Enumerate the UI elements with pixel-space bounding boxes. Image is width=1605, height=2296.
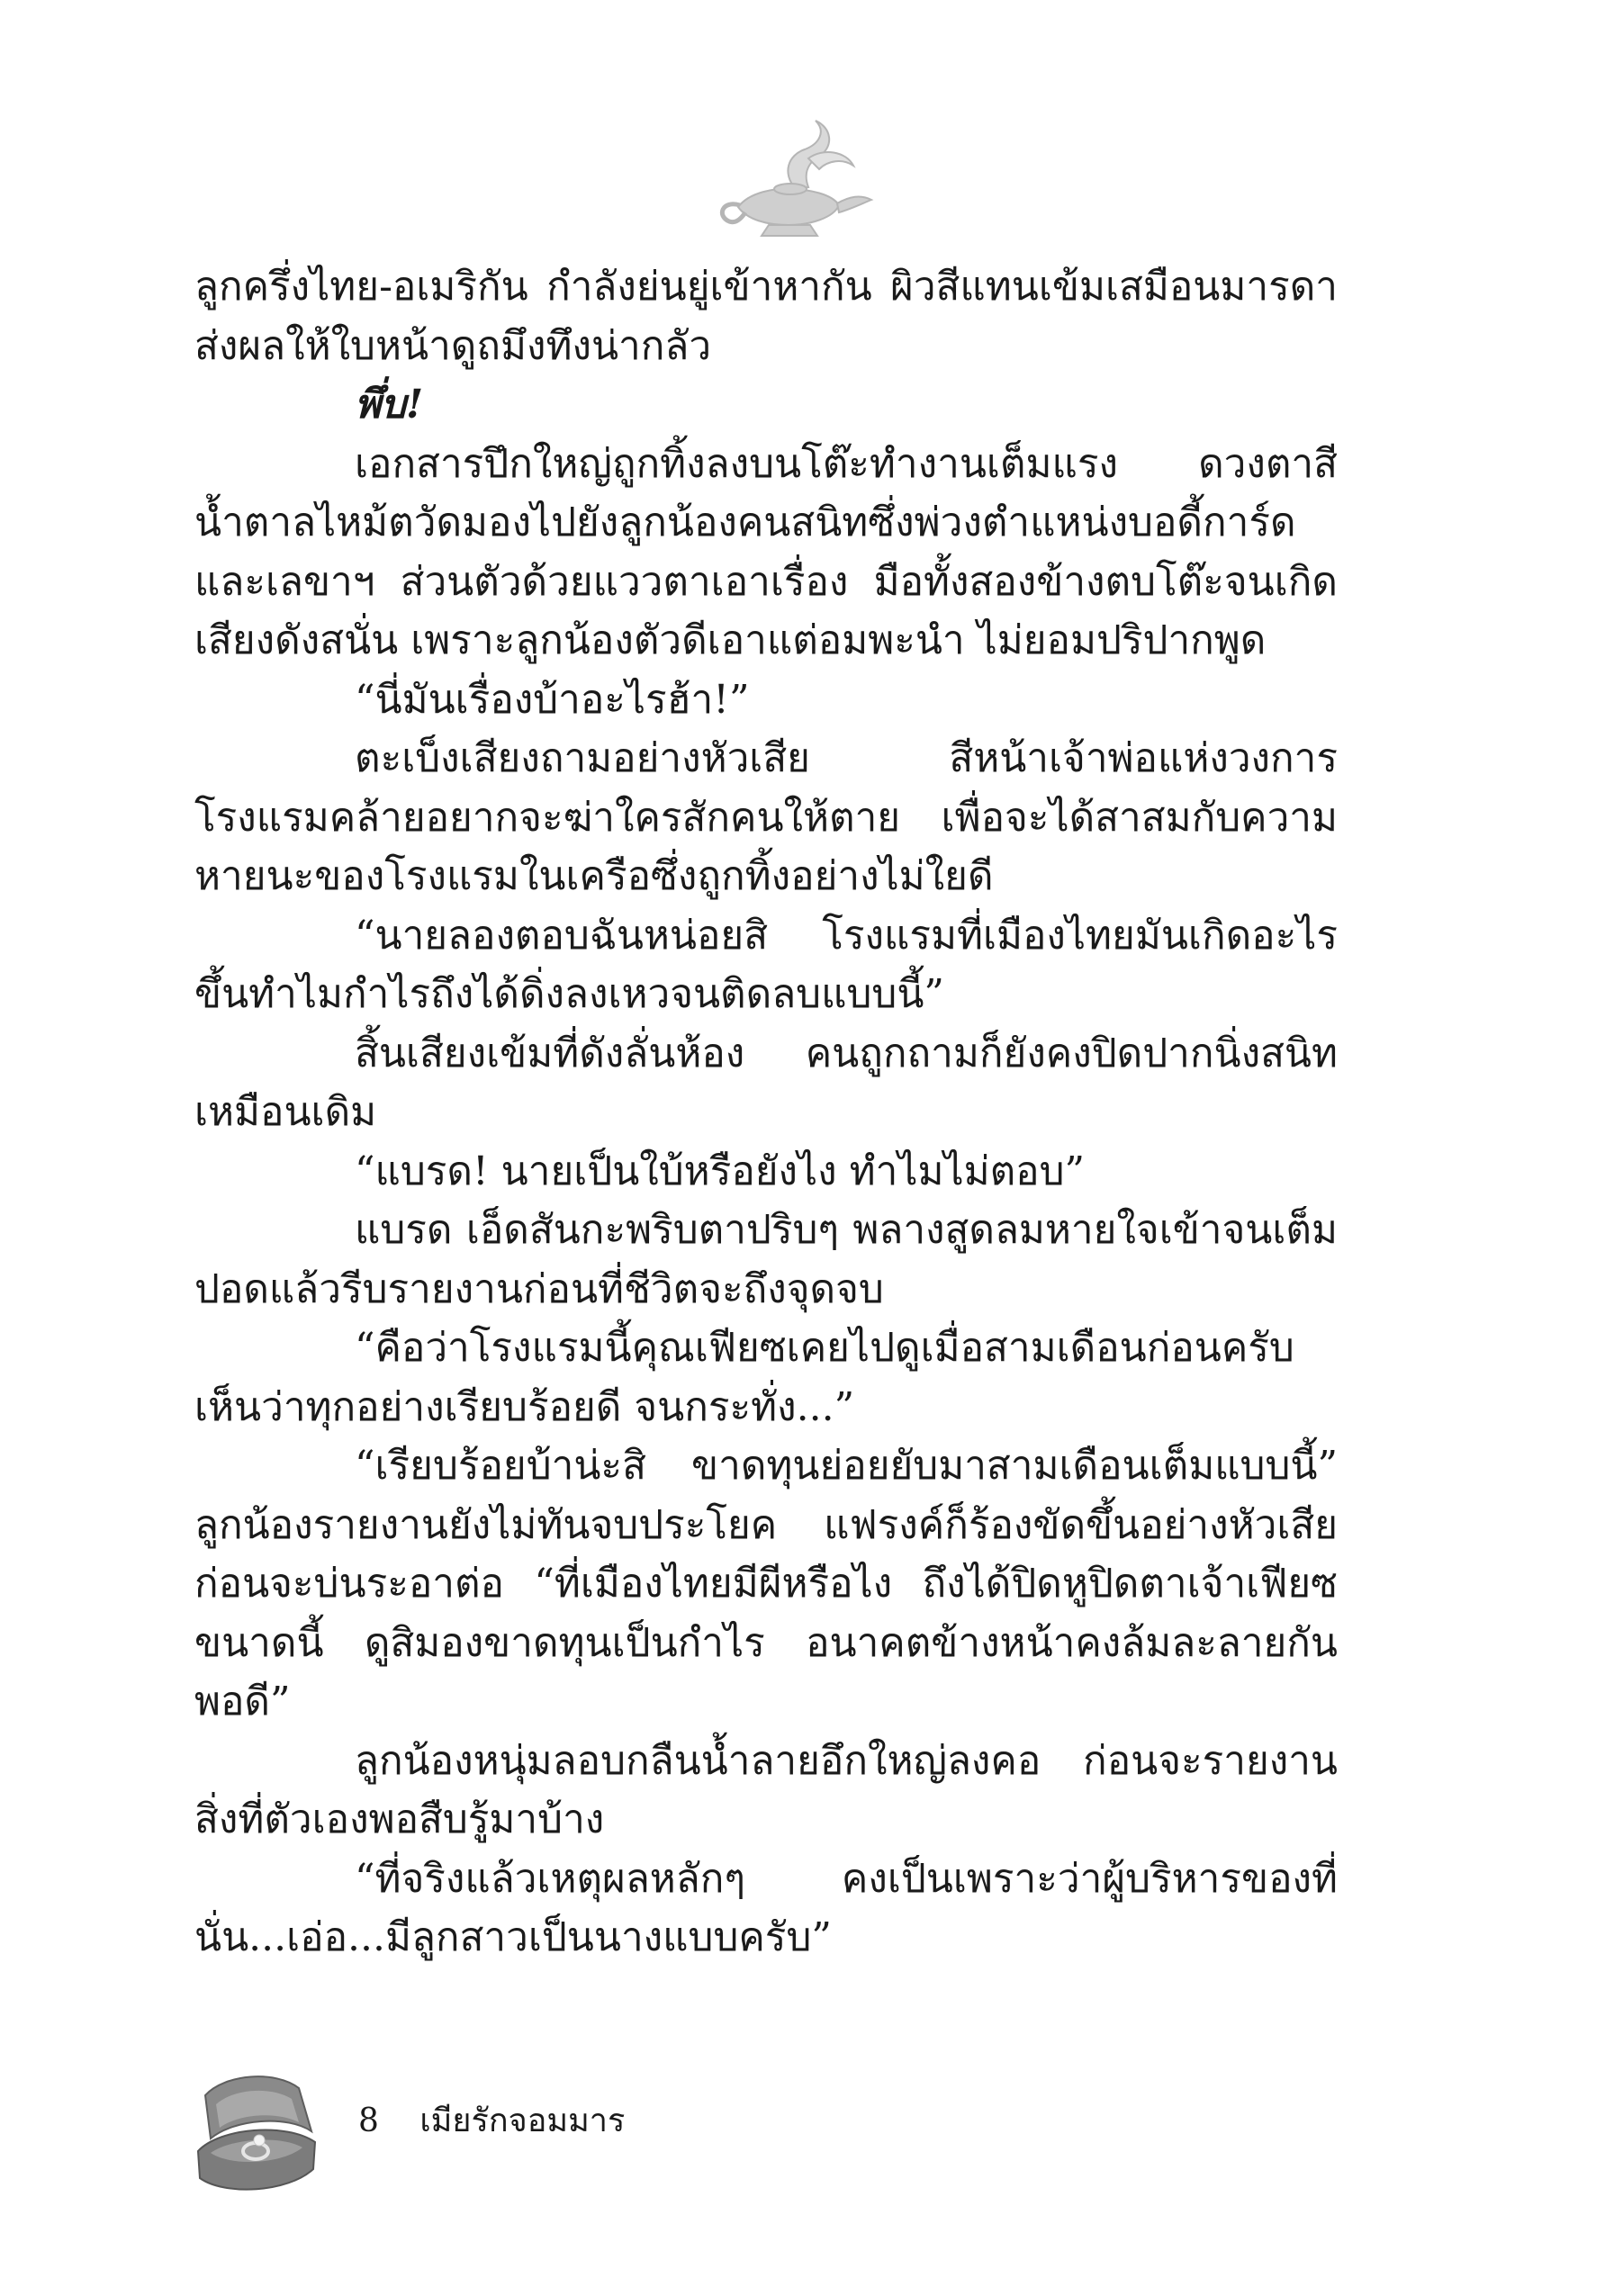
dialogue-line: “แบรด! นายเป็นใบ้หรือยังไง ทำไมไม่ตอบ” — [355, 1148, 1086, 1194]
dialogue-line: “นี่มันเรื่องบ้าอะไรฮ้า!” — [355, 676, 750, 723]
paragraph: สิ้นเสียงเข้มที่ดังลั่นห้อง คนถูกถามก็ยังคงปิดปากนิ่งสนิทเหมือนเดิม — [194, 1030, 1338, 1135]
magic-lamp-icon — [702, 106, 882, 250]
story-text — [194, 257, 1338, 1967]
book-title: เมียรักจอมมาร — [419, 2102, 626, 2139]
paragraph: ลูกครึ่งไทย-อเมริกัน กำลังย่นยู่เข้าหากัน ผิวสีแทนเข้มเสมือนมารดาส่งผลให้ใบหน้าดูถมึงทึงน่ากลัว — [194, 264, 1338, 369]
paragraph: ลูกน้องหนุ่มลอบกลืนน้ำลายอึกใหญ่ลงคอ ก่อนจะรายงานสิ่งที่ตัวเองพอสืบรู้มาบ้าง — [194, 1737, 1338, 1842]
ring-box-icon — [189, 2068, 324, 2203]
paragraph: แบรด เอ็ดสันกะพริบตาปริบๆ พลางสูดลมหายใจเข้าจนเต็มปอดแล้วรีบรายงานก่อนที่ชีวิตจะถึงจุดจบ — [194, 1207, 1338, 1312]
dialogue-line: “คือว่าโรงแรมนี้คุณเฟียซเคยไปดูเมื่อสามเดือนก่อนครับเห็นว่าทุกอย่างเรียบร้อยดี จนกระทั่ง...” — [194, 1325, 1294, 1430]
dialogue-line: “นายลองตอบฉันหน่อยสิ โรงแรมที่เมืองไทยมันเกิดอะไรขึ้นทำไมกำไรถึงได้ดิ่งลงเหวจนติดลบแบบนี้” — [194, 912, 1338, 1017]
paragraph: ตะเบ็งเสียงถามอย่างหัวเสีย สีหน้าเจ้าพ่อแห่งวงการโรงแรมคล้ายอยากจะฆ่าใครสักคนให้ตาย เพื่อจะได้สาสมกับความหายนะของโรงแรมในเครือซึ่งถูกทิ้งอย่างไม่ใยดี — [194, 735, 1338, 899]
sound-effect: พึ่บ! — [355, 382, 424, 428]
page-number: 8 — [358, 2102, 379, 2139]
dialogue-line: “ที่จริงแล้วเหตุผลหลักๆ คงเป็นเพราะว่าผู้บริหารของที่นั่น...เอ่อ...มีลูกสาวเป็นนางแบบครับ” — [194, 1855, 1338, 1960]
paragraph: เอกสารปึกใหญ่ถูกทิ้งลงบนโต๊ะทำงานเต็มแรง ดวงตาสีน้ำตาลไหม้ตวัดมองไปยังลูกน้องคนสนิทซึ่งพ่วงตำแหน่งบอดี้การ์ดและเลขาฯ ส่วนตัวด้วยแววตาเอาเรื่อง มือทั้งสองข้างตบโต๊ะจนเกิดเสียงดังสนั่น เพราะลูกน้องตัวดีเอาแต่อมพะนำ ไม่ยอมปริปากพูด — [194, 440, 1338, 663]
page-footer — [358, 2099, 625, 2144]
paragraph: “เรียบร้อยบ้าน่ะสิ ขาดทุนย่อยยับมาสามเดือนเต็มแบบนี้” ลูกน้องรายงานยังไม่ทันจบประโยค แฟรงค์ก็ร้องขัดขึ้นอย่างหัวเสียก่อนจะบ่นระอาต่อ “ที่เมืองไทยมีผีหรือไง ถึงได้ปิดหูปิดตาเจ้าเฟียซขนาดนี้ ดูสิมองขาดทุนเป็นกำไร อนาคตข้างหน้าคงล้มละลายกันพอดี” — [194, 1443, 1338, 1724]
